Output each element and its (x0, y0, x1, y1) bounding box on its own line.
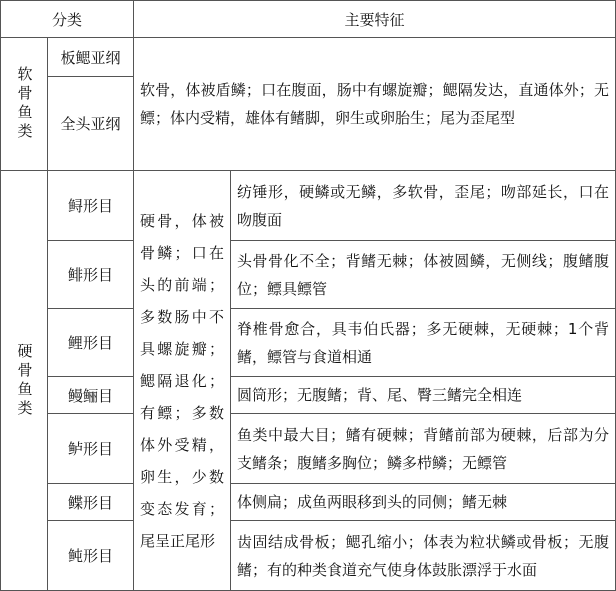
order-features-text: 鱼类中最大目；鳍有硬棘；背鳍前部为硬棘，后部为分支鳍条；腹鳍多胸位；鳞多栉鳞；无鳔管 (237, 425, 609, 472)
order-name-text: 鲱形目 (67, 266, 113, 284)
cartilaginous-features (134, 38, 615, 170)
order-features (231, 414, 615, 483)
order-name (48, 377, 133, 413)
header-features (134, 1, 615, 37)
order-name (48, 414, 133, 483)
order-features (231, 309, 615, 376)
order-features (231, 241, 615, 308)
class-cartilaginous (1, 38, 47, 170)
order-name-text: 鲤形目 (67, 334, 113, 352)
subclass-label: 全头亚纲 (60, 115, 121, 133)
class-bony-label: 硬骨鱼类 (15, 342, 34, 419)
order-features (231, 171, 615, 240)
subclass-elasmobranchii (48, 38, 133, 76)
order-name-text: 鲀形目 (67, 547, 113, 565)
order-name (48, 171, 133, 240)
order-name-text: 鲈形目 (67, 440, 113, 458)
order-name-text: 鲽形目 (67, 493, 113, 512)
order-name-text: 鲟形目 (67, 197, 113, 215)
order-name-text: 鳗鲡目 (67, 386, 113, 405)
order-features-text: 圆筒形；无腹鳍；背、尾、臀三鳍完全相连 (237, 386, 523, 404)
order-name (48, 484, 133, 520)
order-features-text: 齿固结成骨板；鳃孔缩小；体表为粒状鳞或骨板；无腹鳍；有的种类食道充气使身体鼓胀漂浮于水面 (237, 532, 609, 579)
order-features-text: 纺锤形，硬鳞或无鳞，多软骨，歪尾；吻部延长，口在吻腹面 (237, 182, 609, 229)
order-features (231, 521, 615, 590)
class-cartilaginous-label: 软骨鱼类 (15, 66, 34, 142)
order-features (231, 377, 615, 413)
order-features-text: 脊椎骨愈合，具韦伯氏器；多无硬棘，无硬棘；1个背鳍，鳔管与食道相通 (237, 319, 609, 366)
header-classification-label: 分类 (51, 10, 82, 29)
order-name (48, 521, 133, 590)
order-name (48, 309, 133, 376)
bony-common-features (134, 171, 230, 590)
order-features (231, 484, 615, 520)
order-name (48, 241, 133, 308)
bony-common-features-text: 硬骨，体被骨鳞；口在头的前端；多数肠中不具螺旋瓣；鳃隔退化；有鳔；多数体外受精，卵生，少数变态发育；尾呈正尾形 (140, 211, 224, 550)
header-classification (1, 1, 133, 37)
subclass-holocephali (48, 77, 133, 170)
subclass-label: 板鳃亚纲 (60, 48, 121, 67)
class-bony (1, 171, 47, 590)
order-features-text: 头骨骨化不全；背鳍无棘；体被圆鳞，无侧线；腹鳍腹位；鳔具鳔管 (237, 251, 609, 298)
cartilaginous-features-text: 软骨，体被盾鳞；口在腹面，肠中有螺旋瓣；鳃隔发达，直通体外；无鳔；体内受精，雄体有鳍脚，卵生或卵胎生；尾为歪尾型 (140, 81, 609, 127)
order-features-text: 体侧扁；成鱼两眼移到头的同侧；鳍无棘 (237, 493, 508, 511)
header-features-label: 主要特征 (344, 10, 405, 29)
